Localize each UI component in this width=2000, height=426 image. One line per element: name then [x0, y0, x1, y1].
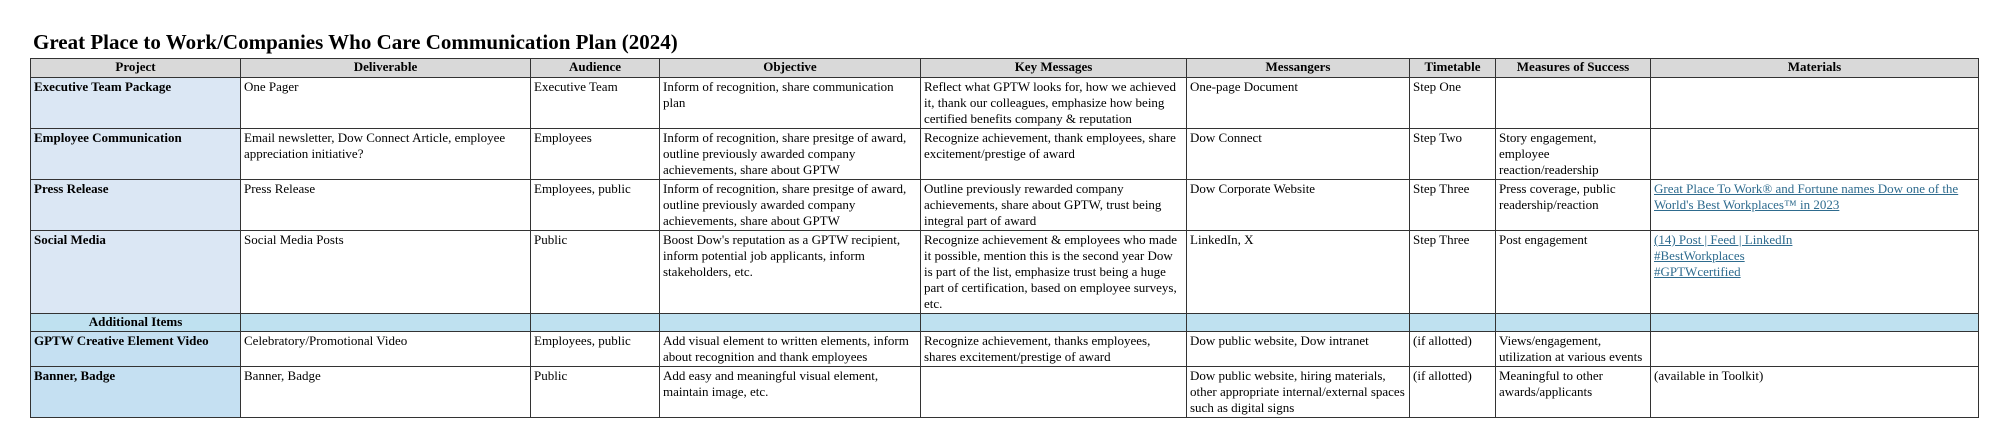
audience-cell: Public — [531, 367, 660, 418]
timetable-cell: Step One — [1410, 78, 1496, 129]
section-label: Additional Items — [31, 314, 241, 332]
project-cell: Banner, Badge — [31, 367, 241, 418]
timetable-cell: (if allotted) — [1410, 332, 1496, 367]
deliverable-cell: Press Release — [241, 180, 531, 231]
table-row — [31, 129, 1979, 180]
deliverable-cell: Social Media Posts — [241, 231, 531, 314]
measures-cell: Post engagement — [1496, 231, 1651, 314]
measures-cell — [1496, 78, 1651, 129]
table-row — [31, 78, 1979, 129]
table-row — [31, 332, 1979, 367]
page-title: Great Place to Work/Companies Who Care Communication Plan (2024) — [33, 30, 678, 54]
hashtag-best-workplaces: #BestWorkplaces — [1654, 248, 1745, 263]
deliverable-cell: Celebratory/Promotional Video — [241, 332, 531, 367]
messengers-cell: Dow Corporate Website — [1187, 180, 1410, 231]
audience-cell: Public — [531, 231, 660, 314]
linkedin-post-text: (14) Post | Feed | LinkedIn — [1654, 232, 1793, 247]
messengers-cell: Dow Connect — [1187, 129, 1410, 180]
materials-link-press-release[interactable]: Great Place To Work® and Fortune names Dow one of the World's Best Workplaces™ in 2023 — [1654, 181, 1959, 212]
header-key-messages: Key Messages — [921, 59, 1187, 78]
key-messages-cell: Recognize achievement, thanks employees, shares excitement/prestige of award — [921, 332, 1187, 367]
objective-cell: Inform of recognition, share presitge of award, outline previously awarded company achievements, share about GPTW — [660, 129, 921, 180]
key-messages-cell: Reflect what GPTW looks for, how we achieved it, thank our colleagues, emphasize how being certified benefits company & reputation — [921, 78, 1187, 129]
messengers-cell: Dow public website, Dow intranet — [1187, 332, 1410, 367]
key-messages-cell: Recognize achievement, thank employees, share excitement/prestige of award — [921, 129, 1187, 180]
materials-link-gptw-certified[interactable] — [1654, 264, 1785, 279]
objective-cell: Add easy and meaningful visual element, maintain image, etc. — [660, 367, 921, 418]
project-cell: Executive Team Package — [31, 78, 241, 129]
objective-cell: Inform of recognition, share communication plan — [660, 78, 921, 129]
materials-cell — [1651, 231, 1979, 314]
header-messengers: Messangers — [1187, 59, 1410, 78]
deliverable-cell: One Pager — [241, 78, 531, 129]
materials-cell: (available in Toolkit) — [1651, 367, 1979, 418]
materials-cell — [1651, 78, 1979, 129]
deliverable-cell: Banner, Badge — [241, 367, 531, 418]
materials-cell — [1651, 180, 1979, 231]
key-messages-cell: Outline previously rewarded company achievements, share about GPTW, trust being integral part of award — [921, 180, 1187, 231]
header-measures-of-success: Measures of Success — [1496, 59, 1651, 78]
section-row-additional-items — [31, 314, 1979, 332]
key-messages-cell: Recognize achievement & employees who made it possible, mention this is the second year Dow is part of the list, emphasize trust being a huge part of certification, based on employee surveys, etc. — [921, 231, 1187, 314]
project-cell: Press Release — [31, 180, 241, 231]
project-cell: Employee Communication — [31, 129, 241, 180]
project-cell: Social Media — [31, 231, 241, 314]
timetable-cell: Step Three — [1410, 180, 1496, 231]
objective-cell: Inform of recognition, share presitge of award, outline previously awarded company achievements, share about GPTW — [660, 180, 921, 231]
key-messages-cell — [921, 367, 1187, 418]
timetable-cell: Step Three — [1410, 231, 1496, 314]
header-objective: Objective — [660, 59, 921, 78]
objective-cell: Boost Dow's reputation as a GPTW recipient, inform potential job applicants, inform stakeholders, etc. — [660, 231, 921, 314]
messengers-cell: One-page Document — [1187, 78, 1410, 129]
project-cell: GPTW Creative Element Video — [31, 332, 241, 367]
header-row — [31, 59, 1979, 78]
measures-cell: Story engagement, employee reaction/readership — [1496, 129, 1651, 180]
header-project: Project — [31, 59, 241, 78]
objective-cell: Add visual element to written elements, inform about recognition and thank employees — [660, 332, 921, 367]
header-timetable: Timetable — [1410, 59, 1496, 78]
measures-cell: Views/engagement, utilization at various events — [1496, 332, 1651, 367]
hashtag-gptw-certified: #GPTWcertified — [1654, 264, 1741, 279]
table-row — [31, 231, 1979, 314]
materials-link-linkedin-post[interactable] — [1654, 232, 1888, 263]
timetable-cell: (if allotted) — [1410, 367, 1496, 418]
audience-cell: Employees, public — [531, 180, 660, 231]
materials-cell — [1651, 332, 1979, 367]
audience-cell: Employees, public — [531, 332, 660, 367]
timetable-cell: Step Two — [1410, 129, 1496, 180]
messengers-cell: Dow public website, hiring materials, other appropriate internal/external spaces such as digital signs — [1187, 367, 1410, 418]
measures-cell: Press coverage, public readership/reaction — [1496, 180, 1651, 231]
header-deliverable: Deliverable — [241, 59, 531, 78]
materials-cell — [1651, 129, 1979, 180]
header-materials: Materials — [1651, 59, 1979, 78]
measures-cell: Meaningful to other awards/applicants — [1496, 367, 1651, 418]
header-audience: Audience — [531, 59, 660, 78]
messengers-cell: LinkedIn, X — [1187, 231, 1410, 314]
communication-plan-table — [30, 58, 1979, 418]
deliverable-cell: Email newsletter, Dow Connect Article, employee appreciation initiative? — [241, 129, 531, 180]
audience-cell: Employees — [531, 129, 660, 180]
audience-cell: Executive Team — [531, 78, 660, 129]
table-row — [31, 367, 1979, 418]
table-row — [31, 180, 1979, 231]
